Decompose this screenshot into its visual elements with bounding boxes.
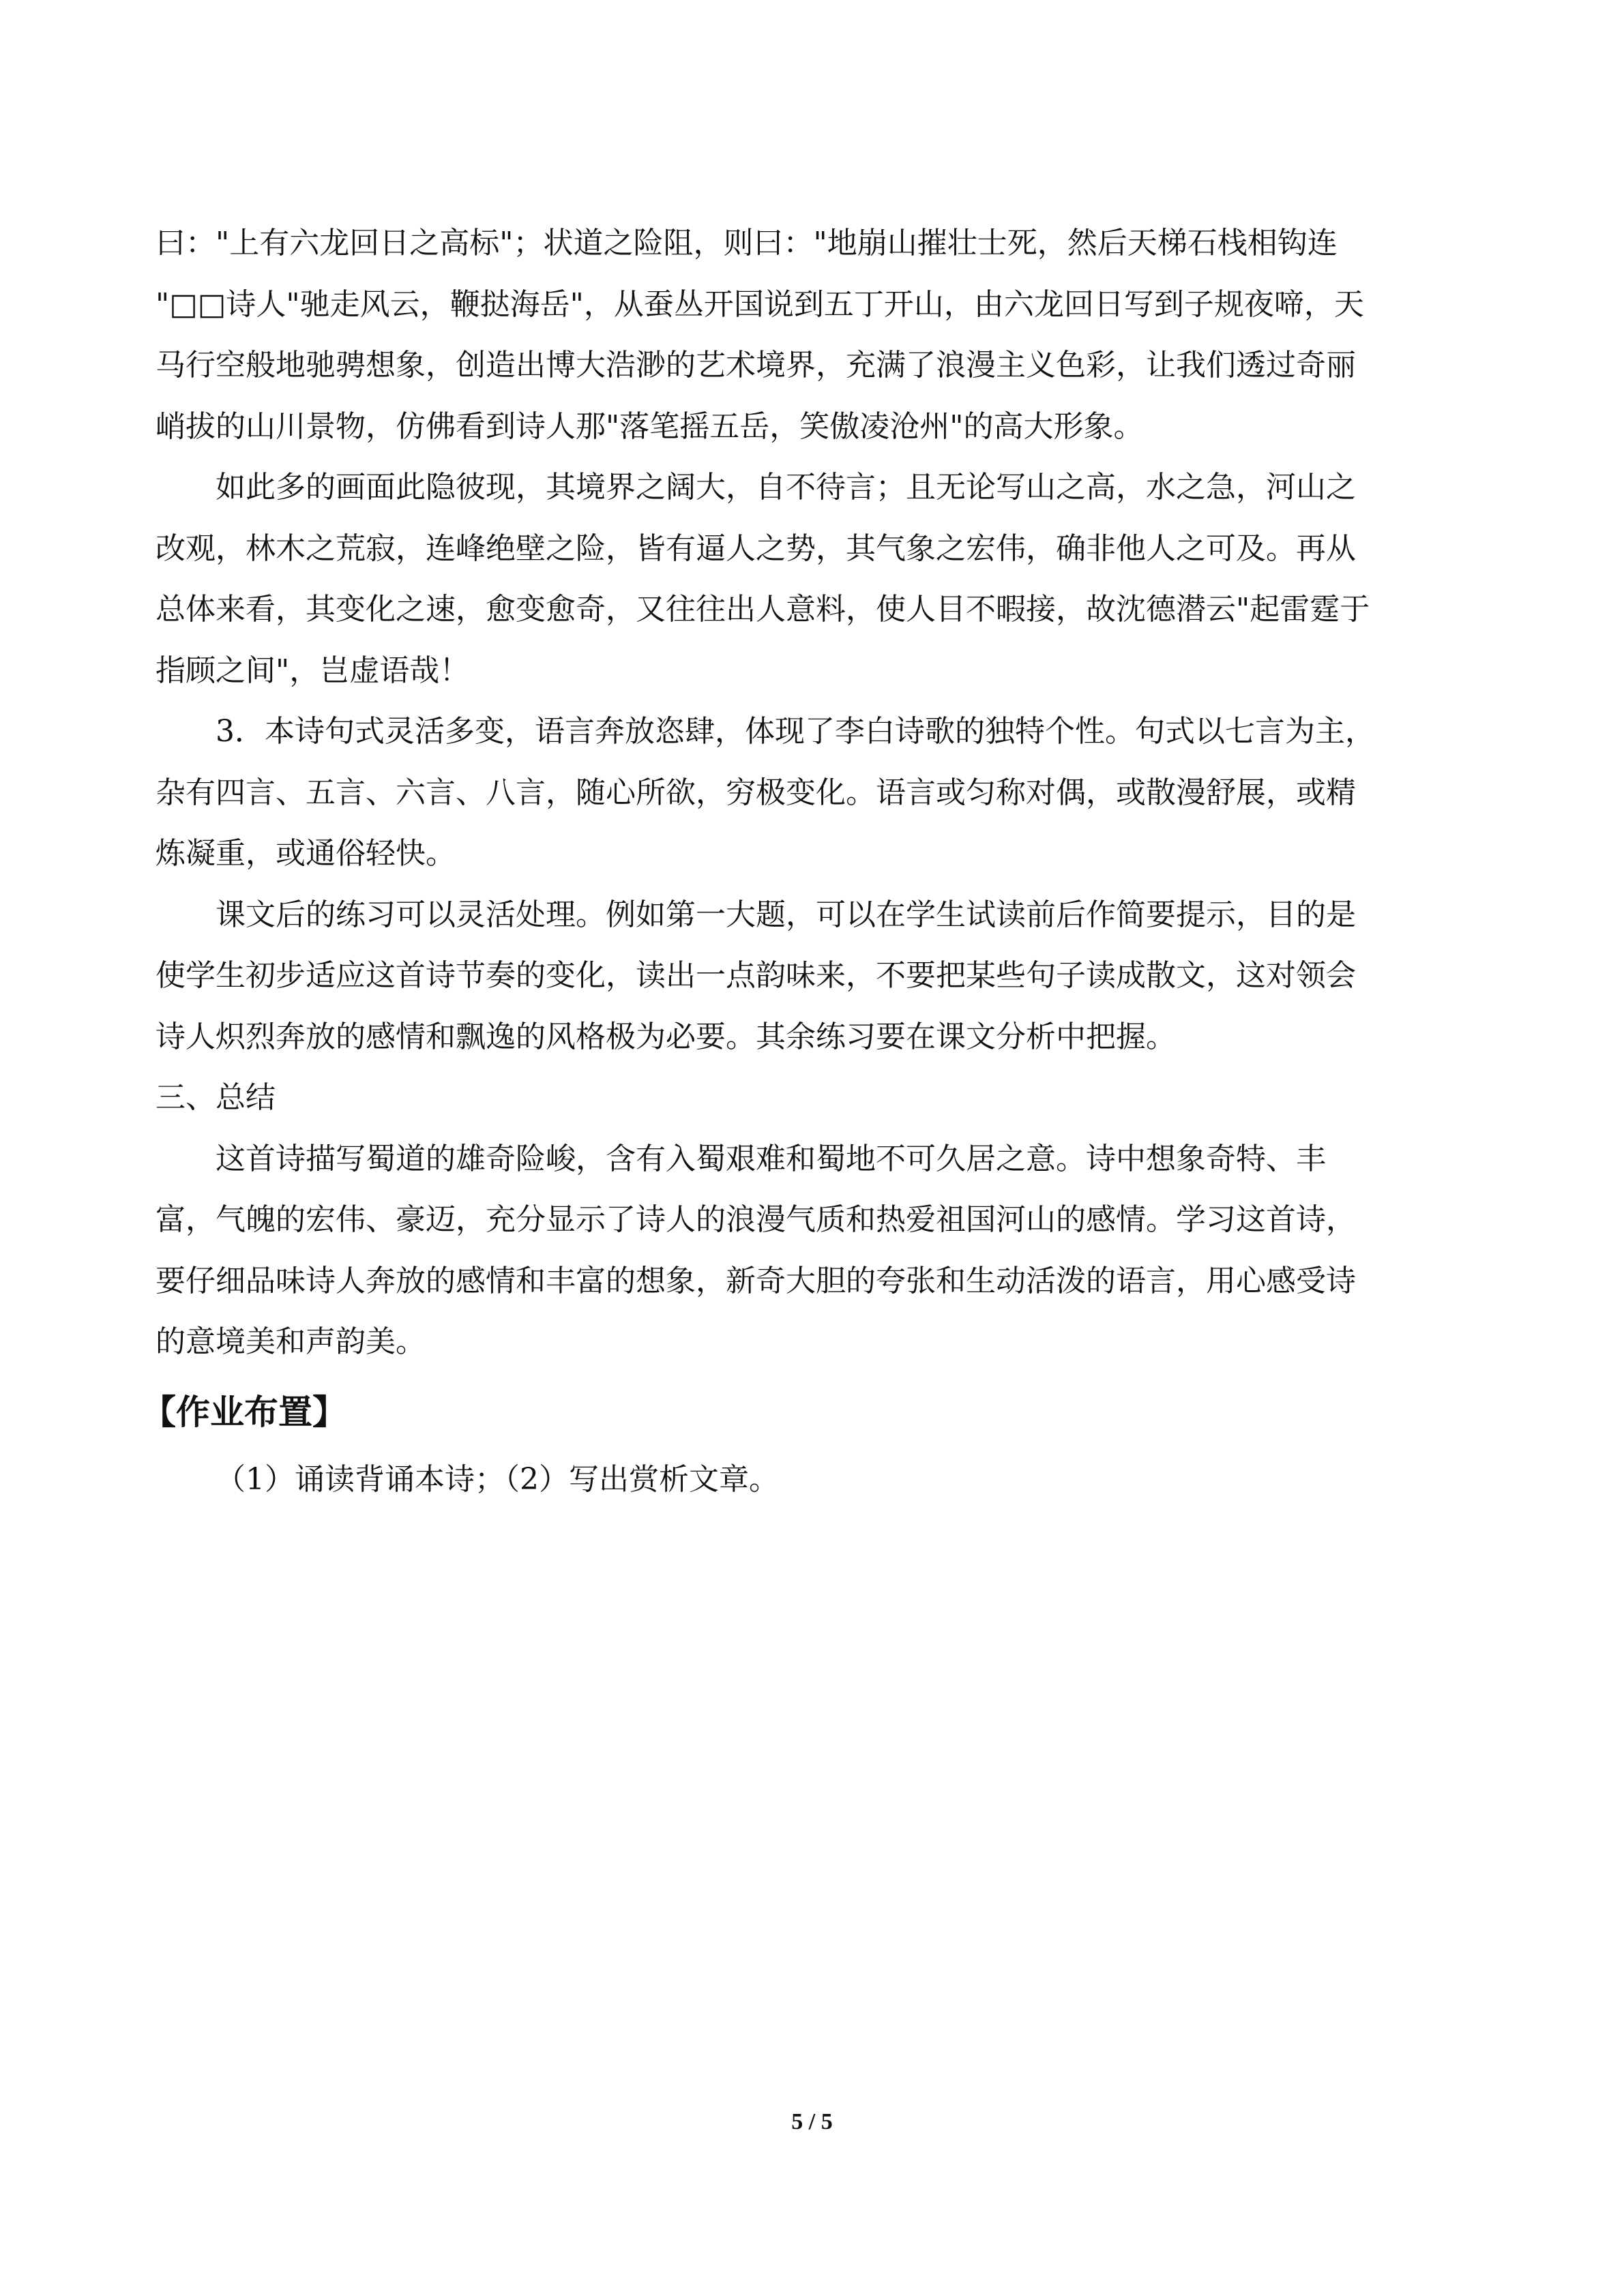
text-line: 炼凝重，或通俗轻快。 [156, 836, 456, 871]
text-line: 如此多的画面此隐彼现，其境界之阔大，自不待言；且无论写山之高，水之急，河山之 [216, 470, 1356, 505]
text-line: 马行空般地驰骋想象，创造出博大浩渺的艺术境界，充满了浪漫主义色彩，让我们透过奇丽 [156, 348, 1356, 383]
paragraph-exercises [156, 884, 1468, 1068]
text-line: 的意境美和声韵美。 [156, 1324, 426, 1359]
text-line: 指顾之间"，岂虚语哉！ [156, 653, 470, 688]
text-line: 3．本诗句式灵活多变，语言奔放恣肆，体现了李白诗歌的独特个性。句式以七言为主， [216, 714, 1375, 749]
text-line: 改观，林木之荒寂，连峰绝壁之险，皆有逼人之势，其气象之宏伟，确非他人之可及。再从 [156, 531, 1356, 566]
text-line: 课文后的练习可以灵活处理。例如第一大题，可以在学生试读前后作简要提示，目的是 [216, 897, 1356, 932]
page-number: 5 / 5 [791, 2109, 833, 2134]
homework-heading: 【作业布置】 [142, 1392, 346, 1432]
section-heading-summary: 三、总结 [156, 1080, 276, 1115]
paragraph-point-3 [156, 701, 1468, 884]
text-line: 曰："上有六龙回日之高标"；状道之险阻，则曰："地崩山摧壮士死，然后天梯石栈相钩连 [156, 226, 1338, 260]
text-line: "□□诗人"驰走风云，鞭挞海岳"，从蚕丛开国说到五丁开山，由六龙回日写到子规夜啼，天 [156, 286, 1364, 322]
paragraph-summary [156, 1129, 1468, 1373]
text-line: 杂有四言、五言、六言、八言，随心所欲，穷极变化。语言或匀称对偶，或散漫舒展，或精 [156, 775, 1356, 810]
page-content [142, 213, 1468, 1510]
text-line: 总体来看，其变化之速，愈变愈奇，又往往出人意料，使人目不暇接，故沈德潜云"起雷霆于 [156, 592, 1370, 627]
text-line: 峭拔的山川景物，仿佛看到诗人那"落笔摇五岳，笑傲凌沧州"的高大形象。 [156, 408, 1144, 444]
text-line: 这首诗描写蜀道的雄奇险峻，含有入蜀艰难和蜀地不可久居之意。诗中想象奇特、丰 [216, 1141, 1326, 1176]
paragraph-continued [156, 213, 1468, 457]
text-line: 要仔细品味诗人奔放的感情和丰富的想象，新奇大胆的夸张和生动活泼的语言，用心感受诗 [156, 1263, 1356, 1298]
text-line: 富，气魄的宏伟、豪迈，充分显示了诗人的浪漫气质和热爱祖国河山的感情。学习这首诗， [156, 1202, 1356, 1237]
homework-text: （1）诵读背诵本诗；（2）写出赏析文章。 [216, 1461, 779, 1497]
text-line: 使学生初步适应这首诗节奏的变化，读出一点韵味来，不要把某些句子读成散文，这对领会 [156, 958, 1356, 993]
text-line: 诗人炽烈奔放的感情和飘逸的风格极为必要。其余练习要在课文分析中把握。 [156, 1019, 1176, 1054]
paragraph-imagery [156, 457, 1468, 701]
